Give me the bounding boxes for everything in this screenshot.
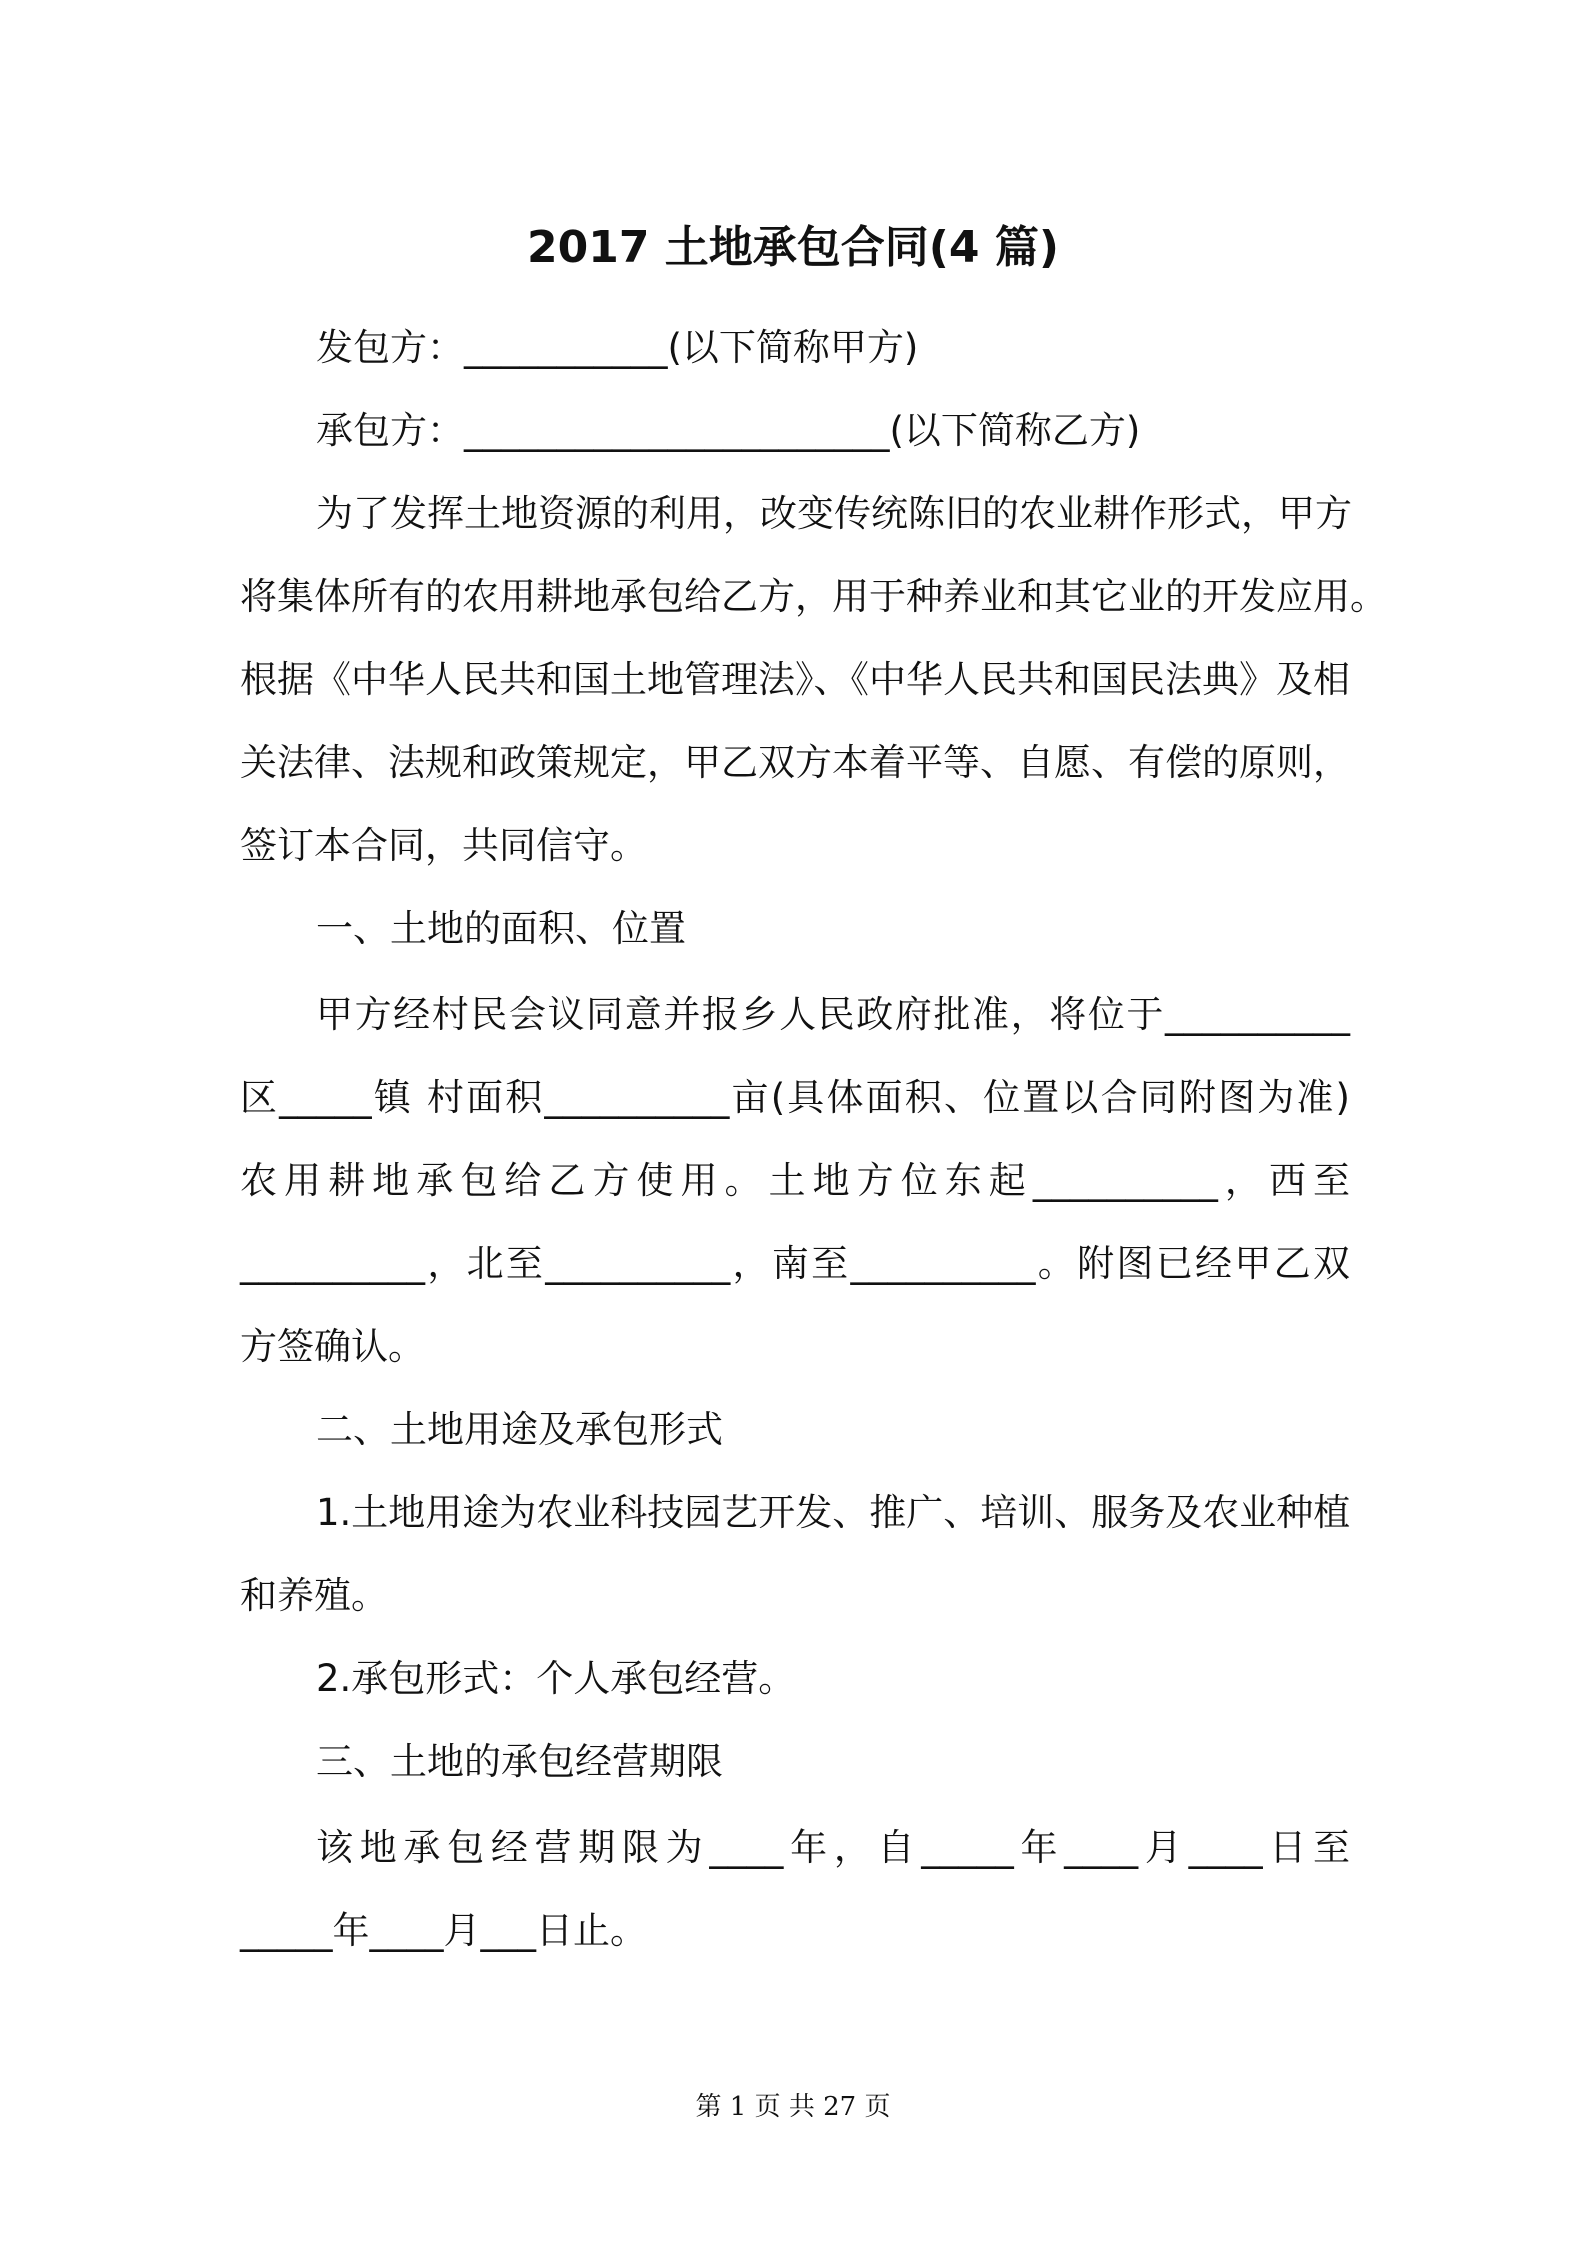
preamble-line: 签订本合同，共同信守。	[240, 824, 647, 867]
preamble-line: 将集体所有的农用耕地承包给乙方，用于种养业和其它业的开发应用。	[240, 575, 1387, 618]
party-b-line: 承包方：_______________________(以下简称乙方)	[316, 409, 1141, 452]
section-1-line: 甲方经村民会议同意并报乡人民政府批准，将位于__________	[316, 993, 1350, 1036]
section-heading-3: 三、土地的承包经营期限	[316, 1740, 723, 1783]
section-2-line: 和养殖。	[240, 1574, 388, 1617]
section-3-line: _____年____月___日止。	[240, 1909, 647, 1952]
section-1-line: 方签确认。	[240, 1325, 425, 1368]
section-1-line: 区_____镇 村面积__________亩(具体面积、位置以合同附图为准)	[240, 1076, 1350, 1119]
document-title: 2017 土地承包合同(4 篇)	[527, 222, 1059, 273]
section-3-line: 该地承包经营期限为____年，自_____年____月____日至	[316, 1826, 1350, 1869]
section-1-line: __________，北至__________，南至__________。附图已经甲乙双	[240, 1242, 1350, 1285]
section-2-line: 2.承包形式：个人承包经营。	[316, 1657, 796, 1700]
section-heading-1: 一、土地的面积、位置	[316, 907, 686, 950]
party-a-line: 发包方：___________(以下简称甲方)	[316, 326, 919, 369]
preamble-line: 为了发挥土地资源的利用，改变传统陈旧的农业耕作形式，甲方	[316, 492, 1352, 535]
page-number-footer: 第 1 页 共 27 页	[695, 2092, 891, 2122]
section-2-line: 1.土地用途为农业科技园艺开发、推广、培训、服务及农业种植	[316, 1491, 1351, 1534]
section-heading-2: 二、土地用途及承包形式	[316, 1408, 723, 1451]
section-1-line: 农用耕地承包给乙方使用。土地方位东起__________，西至	[240, 1159, 1350, 1202]
preamble-line: 关法律、法规和政策规定，甲乙双方本着平等、自愿、有偿的原则，	[240, 741, 1350, 784]
preamble-line: 根据《中华人民共和国土地管理法》、《中华人民共和国民法典》及相	[240, 658, 1350, 701]
